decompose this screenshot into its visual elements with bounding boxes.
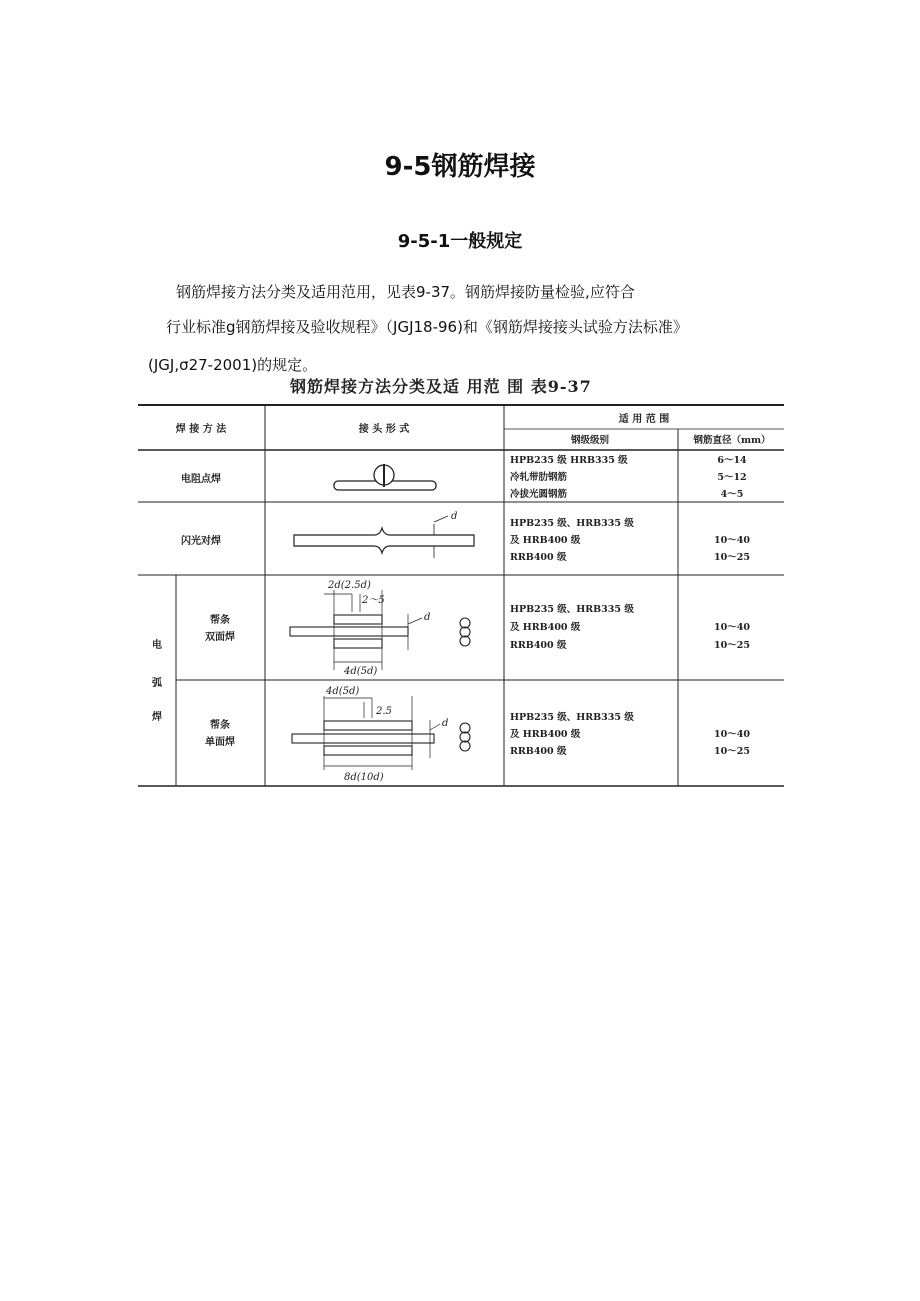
double-diameter-2: 10～40: [714, 622, 750, 633]
flash-grade-2: 及 HRB400 级: [510, 535, 581, 546]
double-grade-2: 及 HRB400 级: [510, 622, 581, 633]
table-caption: 钢筋焊接方法分类及适 用范 围 表9-37: [290, 377, 592, 396]
flash-diameter-3: 10～25: [714, 552, 750, 563]
subsection-title: 9-5-1一般规定: [397, 231, 523, 252]
method-single-strap-l1: 帮条: [210, 720, 230, 731]
spot-weld-diagram: [334, 464, 436, 490]
double-dim-top: 2d(2.5d): [328, 580, 371, 591]
spot-diameter-2: 5～12: [717, 472, 747, 483]
double-dim-gap: 2～5: [362, 595, 385, 606]
spot-diameter-1: 6～14: [717, 455, 747, 466]
arc-group-char-3: 焊: [152, 712, 162, 723]
single-grade-1: HPB235 级、HRB335 级: [510, 712, 634, 723]
spot-diameter-3: 4～5: [720, 489, 744, 500]
method-flash-butt-welding: 闪光对焊: [181, 536, 221, 547]
single-dim-bottom: 8d(10d): [344, 772, 384, 783]
double-diameter-3: 10～25: [714, 640, 750, 651]
welding-table: [138, 398, 784, 788]
spot-grade-2: 冷轧带肋钢筋: [510, 472, 568, 483]
method-double-strap-l1: 帮条: [210, 615, 230, 626]
spot-grade-3: 冷拔光圆钢筋: [510, 489, 568, 500]
single-dim-gap: 2.5: [376, 706, 392, 717]
spot-grade-1: HPB235 级 HRB335 级: [510, 455, 628, 466]
header-method: 焊 接 方 法: [175, 424, 227, 435]
section-title: 9-5钢筋焊接: [384, 152, 536, 182]
paragraph-line-1: 钢筋焊接方法分类及适用范用，见表9-37。钢筋焊接防量检验,应符合: [176, 283, 635, 301]
single-grade-2: 及 HRB400 级: [510, 729, 581, 740]
double-grade-1: HPB235 级、HRB335 级: [510, 604, 634, 615]
double-dim-bottom: 4d(5d): [344, 666, 378, 677]
single-diameter-3: 10～25: [714, 746, 750, 757]
paragraph-line-2: 行业标准g钢筋焊接及验收规程》（JGJ18-96)和《钢筋焊接接头试验方法标准》: [166, 318, 688, 336]
flash-grade-3: RRB400 级: [510, 552, 567, 563]
method-spot-welding: 电阻点焊: [181, 474, 221, 485]
method-single-strap-l2: 单面焊: [205, 737, 235, 748]
paragraph-line-3: (JGJ,σ27-2001)的规定。: [148, 356, 318, 374]
flash-grade-1: HPB235 级、HRB335 级: [510, 518, 634, 529]
header-diameter: 钢筋直径（mm）: [693, 435, 771, 446]
double-grade-3: RRB400 级: [510, 640, 567, 651]
arc-group-char-2: 弧: [152, 678, 162, 689]
single-dim-top: 4d(5d): [326, 686, 360, 697]
single-dim-d: d: [442, 718, 449, 729]
header-joint: 接 头 形 式: [358, 424, 410, 435]
flash-weld-diagram: [294, 516, 474, 558]
flash-dim-d: d: [451, 511, 458, 522]
double-dim-d: d: [424, 612, 431, 623]
header-scope: 适 用 范 围: [618, 414, 670, 425]
arc-group-char-1: 电: [152, 640, 162, 651]
header-grade: 钢级级别: [570, 435, 610, 446]
single-grade-3: RRB400 级: [510, 746, 567, 757]
single-diameter-2: 10～40: [714, 729, 750, 740]
flash-diameter-2: 10～40: [714, 535, 750, 546]
table-rules: [138, 405, 784, 786]
method-double-strap-l2: 双面焊: [205, 632, 235, 643]
